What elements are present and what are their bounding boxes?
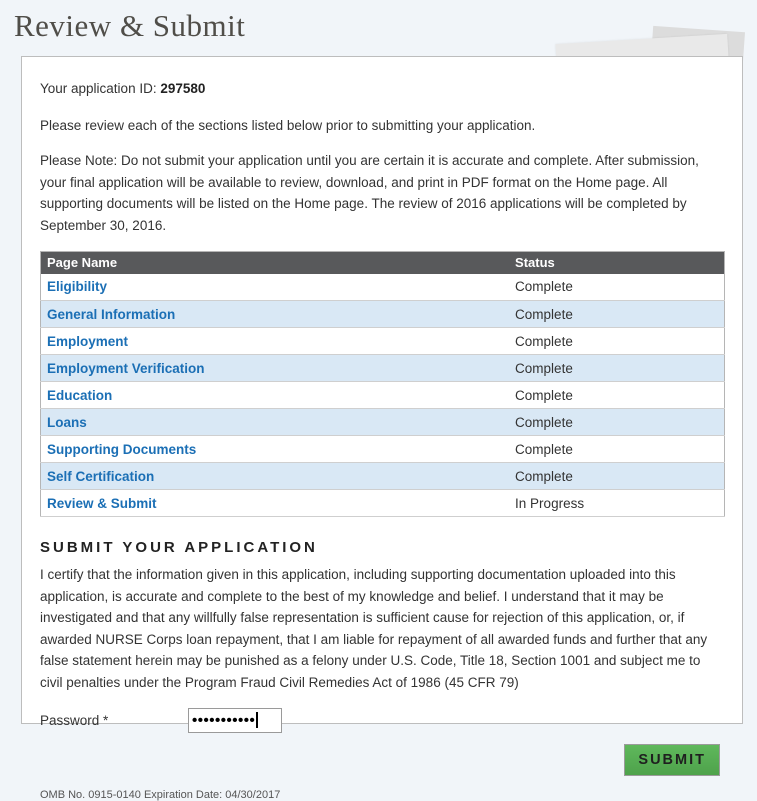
- status-cell: Complete: [509, 463, 724, 490]
- table-header-row: [41, 252, 725, 274]
- table-row: [41, 436, 725, 463]
- page-link-supporting-documents[interactable]: Supporting Documents: [47, 441, 197, 457]
- please-note-paragraph: Please Note: Do not submit your application until you are certain it is accurate and complete. After submission, your final application will be available to review, download, and print in PDF format on the Home page. All supporting documents will be listed on the Home page. The review of 2016 applications will be completed by September 30, 2016.: [40, 153, 699, 233]
- table-row: [41, 382, 725, 409]
- page-link-general-information[interactable]: General Information: [47, 306, 176, 322]
- page-name-cell: [41, 382, 510, 409]
- button-row: [40, 744, 724, 776]
- page-name-cell: [41, 436, 510, 463]
- table-row: [41, 490, 725, 517]
- page-title: Review & Submit: [14, 8, 246, 43]
- omb-expiration-note: OMB No. 0915-0140 Expiration Date: 04/30/2017: [40, 789, 281, 801]
- table-row: [41, 463, 725, 490]
- password-label: Password *: [40, 712, 109, 728]
- text-cursor: [256, 712, 258, 728]
- page-name-cell: [41, 490, 510, 517]
- page-link-loans[interactable]: Loans: [47, 414, 87, 430]
- password-row: [40, 707, 724, 733]
- status-cell: Complete: [509, 436, 724, 463]
- content-panel: [21, 56, 743, 801]
- page-name-cell: [41, 463, 510, 490]
- page-link-self-certification[interactable]: Self Certification: [47, 468, 155, 484]
- page-link-employment[interactable]: Employment: [47, 333, 129, 349]
- table-row: [41, 328, 725, 355]
- section-status-table: [40, 251, 725, 517]
- column-header-status: Status: [509, 252, 724, 274]
- status-cell: Complete: [509, 382, 724, 409]
- status-table-body: [41, 274, 725, 517]
- page-name-cell: [41, 328, 510, 355]
- application-id-value: 297580: [160, 81, 206, 96]
- status-cell: Complete: [509, 328, 724, 355]
- submit-section-heading: SUBMIT YOUR APPLICATION: [40, 539, 318, 556]
- page-name-cell: [41, 274, 510, 301]
- page-link-review-submit[interactable]: Review & Submit: [47, 495, 157, 511]
- table-row: [41, 409, 725, 436]
- status-cell: Complete: [509, 355, 724, 382]
- submit-button[interactable]: SUBMIT: [624, 744, 720, 776]
- status-cell: Complete: [509, 274, 724, 301]
- status-cell: In Progress: [509, 490, 724, 517]
- page-name-cell: [41, 355, 510, 382]
- page-link-employment-verification[interactable]: Employment Verification: [47, 360, 205, 376]
- status-cell: Complete: [509, 409, 724, 436]
- column-header-page-name: Page Name: [41, 252, 510, 274]
- status-cell: Complete: [509, 301, 724, 328]
- page-name-cell: [41, 301, 510, 328]
- page-link-education[interactable]: Education: [47, 387, 113, 403]
- page-name-cell: [41, 409, 510, 436]
- password-masked-value: •••••••••••: [192, 711, 256, 729]
- review-instruction: Please review each of the sections listed below prior to submitting your application.: [40, 117, 536, 133]
- page-link-eligibility[interactable]: Eligibility: [47, 279, 108, 295]
- application-id-line: [40, 78, 724, 100]
- table-row: [41, 274, 725, 301]
- application-id-label: Your application ID:: [40, 81, 161, 96]
- table-row: [41, 355, 725, 382]
- certification-statement: I certify that the information given in this application, including supporting documentation uploaded into this application, is accurate and complete to the best of my knowledge and belief. I understand that it may be investigated and that any willfully false representation is sufficient cause for rejection of this application, or, if awarded NURSE Corps loan repayment, that I am liable for repayment of all awarded funds and further that any false statement herein may be punished as a felony under U.S. Code, Title 18, Section 1001 and subject me to civil penalties under the Program Fraud Civil Remedies Act of 1986 (45 CFR 79): [40, 567, 708, 690]
- table-row: [41, 301, 725, 328]
- password-input[interactable]: [188, 708, 282, 733]
